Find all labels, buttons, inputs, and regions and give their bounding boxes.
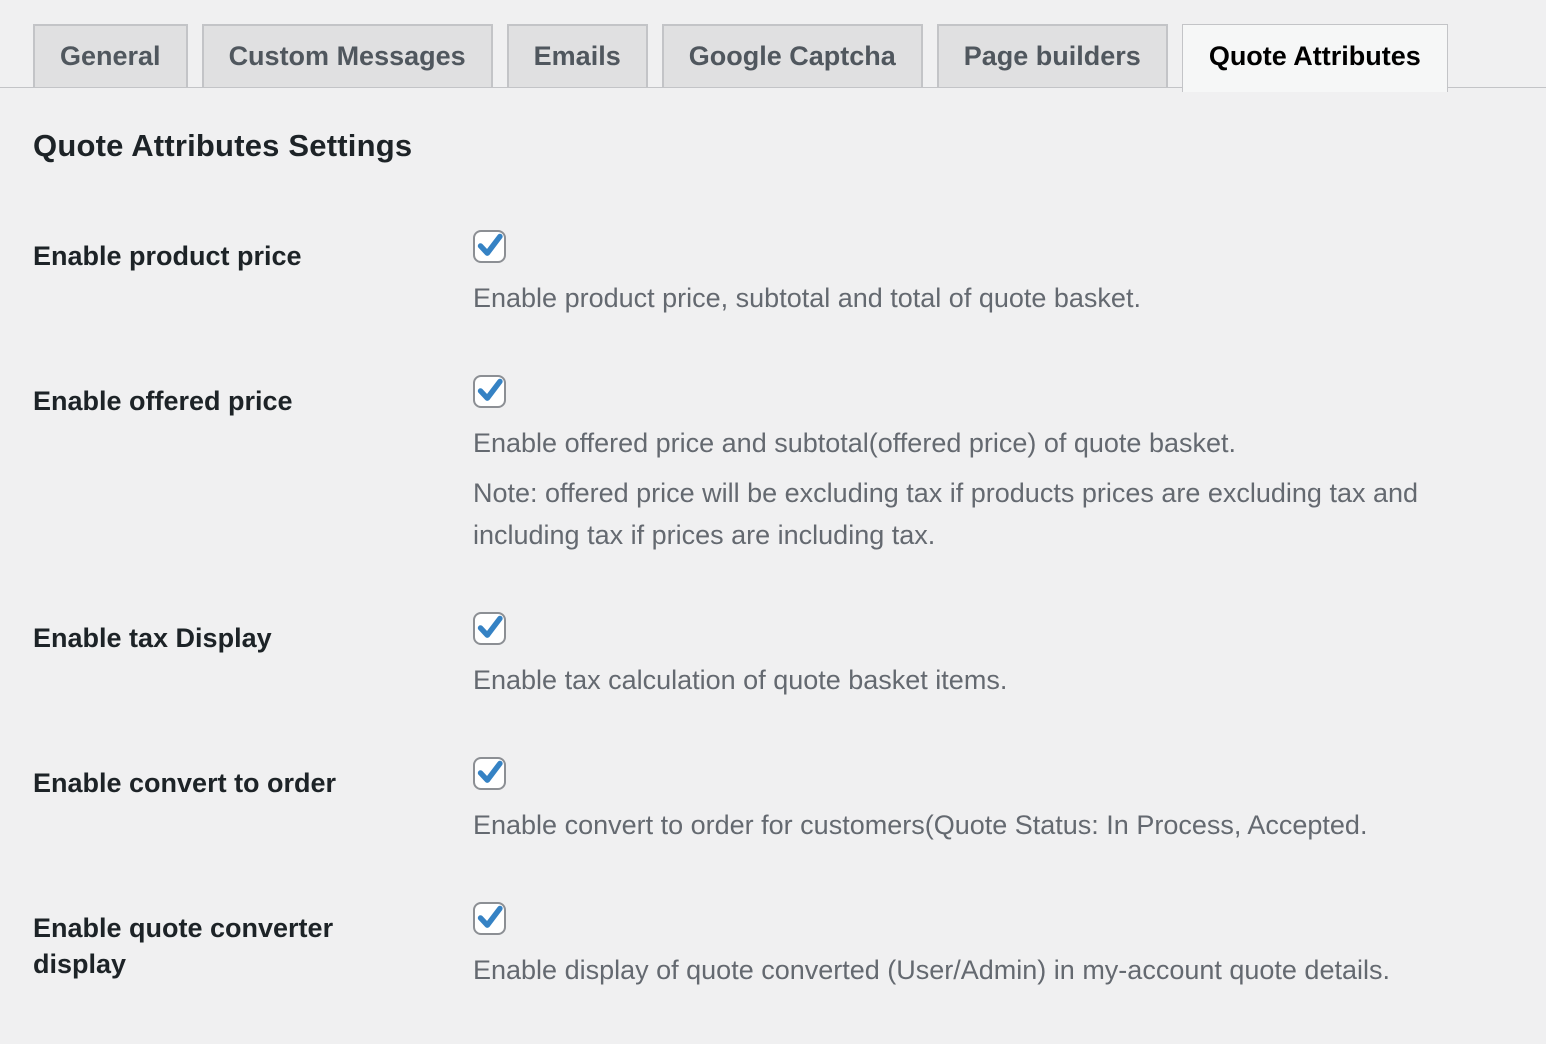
setting-control bbox=[473, 375, 1478, 556]
setting-row-enable-tax-display bbox=[33, 612, 1546, 701]
setting-descriptions bbox=[473, 659, 1478, 701]
setting-descriptions bbox=[473, 277, 1478, 319]
checkmark-icon bbox=[476, 375, 504, 406]
checkbox-enable-tax-display[interactable] bbox=[473, 612, 506, 645]
checkbox-enable-quote-converter-display[interactable] bbox=[473, 902, 506, 935]
tab-google-captcha[interactable]: Google Captcha bbox=[662, 24, 923, 87]
setting-label: Enable offered price bbox=[33, 386, 293, 416]
setting-label: Enable quote converter display bbox=[33, 913, 334, 979]
setting-control bbox=[473, 230, 1478, 319]
settings-tabs bbox=[0, 0, 1546, 88]
tab-emails[interactable]: Emails bbox=[507, 24, 648, 87]
checkmark-icon bbox=[476, 230, 504, 261]
setting-row-enable-convert-to-order bbox=[33, 757, 1546, 846]
checkmark-icon bbox=[476, 757, 504, 788]
tab-quote-attributes[interactable]: Quote Attributes bbox=[1182, 24, 1448, 92]
tab-page-builders[interactable]: Page builders bbox=[937, 24, 1168, 87]
setting-descriptions bbox=[473, 949, 1478, 991]
setting-row-enable-product-price bbox=[33, 230, 1546, 319]
setting-description: Note: offered price will be excluding tax if products prices are excluding tax and including tax if prices are including tax. bbox=[473, 478, 1419, 550]
setting-control bbox=[473, 902, 1478, 991]
setting-description: Enable product price, subtotal and total of quote basket. bbox=[473, 283, 1141, 313]
setting-description: Enable display of quote converted (User/Admin) in my-account quote details. bbox=[473, 955, 1390, 985]
checkbox-enable-convert-to-order[interactable] bbox=[473, 757, 506, 790]
checkbox-enable-product-price[interactable] bbox=[473, 230, 506, 263]
setting-description: Enable tax calculation of quote basket items. bbox=[473, 665, 1008, 695]
setting-descriptions bbox=[473, 422, 1478, 556]
setting-control bbox=[473, 612, 1478, 701]
tab-custom-messages[interactable]: Custom Messages bbox=[202, 24, 493, 87]
setting-label: Enable convert to order bbox=[33, 768, 337, 798]
checkmark-icon bbox=[476, 902, 504, 933]
setting-descriptions bbox=[473, 804, 1478, 846]
setting-description: Enable convert to order for customers(Quote Status: In Process, Accepted. bbox=[473, 810, 1368, 840]
tab-general[interactable]: General bbox=[33, 24, 188, 87]
setting-row-enable-offered-price bbox=[33, 375, 1546, 556]
setting-label: Enable product price bbox=[33, 241, 302, 271]
setting-row-enable-quote-converter-display bbox=[33, 902, 1546, 991]
settings-form bbox=[33, 230, 1546, 991]
page-title: Quote Attributes Settings bbox=[33, 128, 413, 163]
setting-control bbox=[473, 757, 1478, 846]
setting-label: Enable tax Display bbox=[33, 623, 272, 653]
checkbox-enable-offered-price[interactable] bbox=[473, 375, 506, 408]
setting-description: Enable offered price and subtotal(offered price) of quote basket. bbox=[473, 428, 1237, 458]
checkmark-icon bbox=[476, 612, 504, 643]
